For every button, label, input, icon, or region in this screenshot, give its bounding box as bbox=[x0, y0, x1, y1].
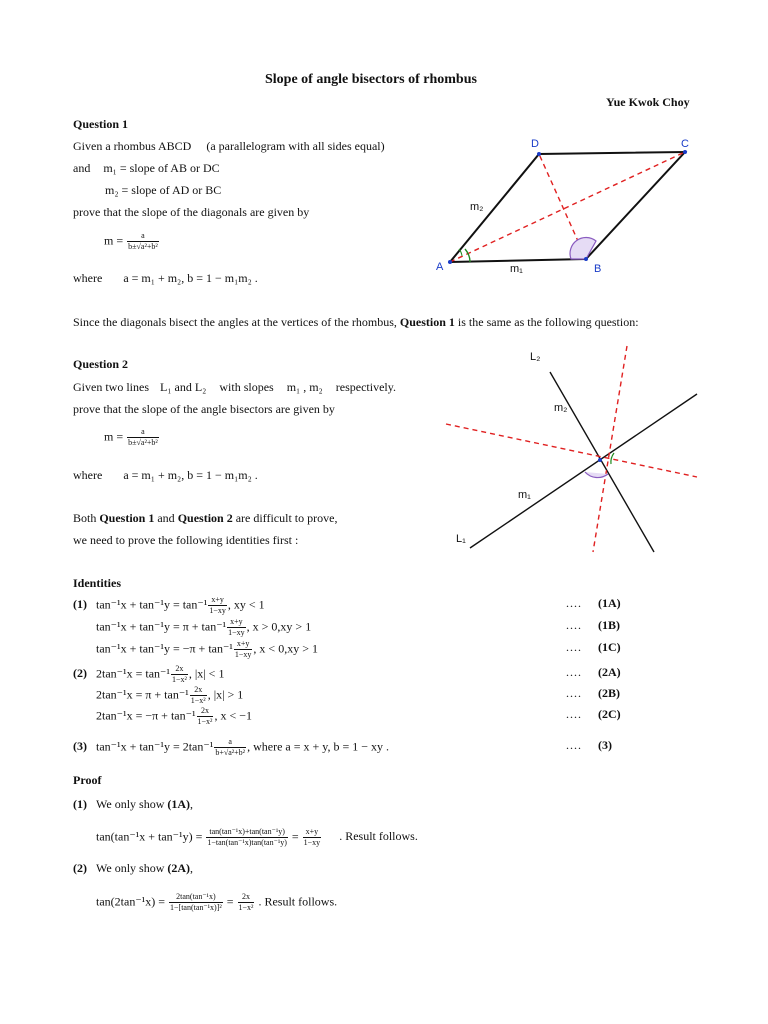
identity-row bbox=[73, 707, 633, 726]
both-post: are difficult to prove, bbox=[235, 511, 338, 525]
label-m2: m₂ bbox=[470, 201, 484, 213]
identity-condition: , where a = x + y, b = 1 − xy . bbox=[247, 739, 390, 754]
identity-lhs: tan⁻¹x + tan⁻¹y = −π + tan⁻¹ bbox=[96, 641, 233, 656]
identity-fraction-num: 2x bbox=[190, 686, 207, 696]
identity-dots: .... bbox=[566, 640, 582, 654]
vertex-c bbox=[683, 150, 687, 154]
angle-b-marker bbox=[570, 238, 596, 259]
both-mid: and bbox=[157, 511, 175, 525]
proof-1-num: (1) bbox=[73, 797, 87, 811]
identity-fraction bbox=[227, 618, 246, 637]
q1-formula-den: b±√a²+b² bbox=[128, 242, 158, 251]
vertex-a bbox=[448, 260, 452, 264]
identity-fraction-den: 1−x² bbox=[190, 696, 206, 705]
identity-condition: , |x| < 1 bbox=[188, 666, 225, 681]
label-m2: m₂ bbox=[554, 402, 568, 414]
identity-fraction-num: 2x bbox=[197, 707, 214, 717]
q1-where bbox=[73, 271, 258, 286]
proof-2-equation bbox=[96, 893, 337, 912]
proof-2-bold: (2A) bbox=[167, 861, 191, 875]
label-b: B bbox=[594, 263, 602, 275]
identity-condition: , |x| > 1 bbox=[207, 687, 244, 702]
proof-1-lhs: tan(tan⁻¹x + tan⁻¹y) = bbox=[96, 829, 203, 844]
both-line-2: we need to prove the following identities first : bbox=[73, 533, 299, 547]
proof-2-f1-num: 2tan(tan⁻¹x) bbox=[169, 893, 223, 903]
identities-heading: Identities bbox=[73, 576, 121, 590]
identity-condition: , x < 0,xy > 1 bbox=[253, 641, 318, 656]
vertex-b bbox=[584, 257, 588, 261]
both-pre: Both bbox=[73, 511, 97, 525]
identity-row bbox=[73, 665, 633, 684]
identity-number: (1) bbox=[73, 597, 87, 612]
identity-dots: .... bbox=[566, 686, 582, 700]
proof-1-bold: (1A) bbox=[167, 797, 191, 811]
proof-1-intro: (1) We only show (1A), bbox=[73, 797, 194, 811]
identity-fraction bbox=[197, 707, 214, 726]
proof-2-f2-den: 1−x² bbox=[238, 903, 254, 912]
identity-fraction-den: 1−x² bbox=[171, 675, 187, 684]
proof-2-f1-den: 1−[tan(tan⁻¹x)]² bbox=[170, 903, 222, 912]
q2-formula bbox=[104, 428, 160, 447]
proof-1-f2-den: 1−xy bbox=[303, 838, 321, 847]
identity-fraction-num: a bbox=[214, 738, 246, 748]
identity-fraction-den: b+√a²+b² bbox=[215, 748, 246, 757]
page-title: Slope of angle bisectors of rhombus bbox=[265, 72, 477, 87]
proof-2-text: We only show bbox=[96, 861, 165, 875]
proof-1-f1-den: 1−tan(tan⁻¹x)tan(tan⁻¹y) bbox=[207, 838, 287, 847]
identity-lhs: 2tan⁻¹x = −π + tan⁻¹ bbox=[96, 708, 196, 723]
q1-line4: prove that the slope of the diagonals are given by bbox=[73, 205, 310, 219]
proof-1-fraction-2 bbox=[303, 828, 322, 847]
proof-2-result: . Result follows. bbox=[258, 894, 338, 909]
proof-1-f2-num: x+y bbox=[303, 828, 322, 838]
bridge-post: is the same as the following question: bbox=[457, 315, 639, 329]
both-b1: Question 1 bbox=[99, 511, 155, 525]
identity-dots: .... bbox=[566, 738, 582, 752]
identity-lhs: tan⁻¹x + tan⁻¹y = 2tan⁻¹ bbox=[96, 739, 214, 754]
identity-lhs: 2tan⁻¹x = π + tan⁻¹ bbox=[96, 687, 189, 702]
proof-1-text: We only show bbox=[96, 797, 165, 811]
q2-formula-num: a bbox=[127, 428, 159, 438]
author: Yue Kwok Choy bbox=[606, 95, 690, 109]
q2-line1 bbox=[73, 380, 396, 395]
identity-fraction-den: 1−xy bbox=[209, 606, 226, 615]
identity-lhs: tan⁻¹x + tan⁻¹y = tan⁻¹ bbox=[96, 597, 208, 612]
q1-formula-num: a bbox=[127, 232, 159, 242]
question-2-heading: Question 2 bbox=[73, 357, 129, 371]
angle-purple-marker bbox=[585, 472, 608, 478]
identity-tag: (2A) bbox=[598, 665, 621, 679]
q2-formula-fraction bbox=[127, 428, 159, 447]
identity-fraction-den: 1−xy bbox=[234, 650, 252, 659]
q2-line2: prove that the slope of the angle bisectors are given by bbox=[73, 402, 335, 416]
label-a: A bbox=[436, 261, 444, 273]
identity-fraction bbox=[234, 640, 253, 659]
identity-lhs: tan⁻¹x + tan⁻¹y = π + tan⁻¹ bbox=[96, 619, 227, 634]
identity-lhs: 2tan⁻¹x = tan⁻¹ bbox=[96, 666, 170, 681]
label-l1: L₁ bbox=[456, 533, 466, 545]
label-m1: m₁ bbox=[518, 489, 531, 501]
identity-fraction-den: 1−xy bbox=[228, 628, 245, 637]
bisector-figure bbox=[430, 340, 710, 560]
proof-2-eq: = bbox=[226, 894, 234, 909]
identity-row bbox=[73, 738, 633, 757]
identity-fraction-num: x+y bbox=[227, 618, 246, 628]
proof-2-fraction-2 bbox=[238, 893, 255, 912]
q1-formula bbox=[104, 232, 160, 251]
q2-formula-den: b±√a²+b² bbox=[128, 438, 158, 447]
proof-1-equation bbox=[96, 828, 418, 847]
identity-fraction-den: 1−x² bbox=[197, 717, 213, 726]
label-l2: L₂ bbox=[530, 351, 541, 363]
identity-tag: (2B) bbox=[598, 686, 620, 700]
label-d: D bbox=[531, 138, 539, 150]
bisector-1 bbox=[593, 346, 627, 552]
identity-tag: (2C) bbox=[598, 707, 621, 721]
q1-formula-fraction bbox=[127, 232, 159, 251]
proof-2-fraction-1 bbox=[169, 893, 223, 912]
q2-line1-b: L₁ and L₂ bbox=[160, 380, 207, 394]
proof-2-f2-num: 2x bbox=[238, 893, 255, 903]
identity-condition: , x < −1 bbox=[214, 708, 253, 723]
proof-2-intro: (2) We only show (2A), bbox=[73, 861, 194, 875]
identity-number: (3) bbox=[73, 739, 87, 754]
identity-fraction-num: 2x bbox=[171, 665, 188, 675]
q2-line1-c: with slopes bbox=[219, 380, 274, 394]
q1-line3: m₂ = slope of AD or BC bbox=[105, 183, 222, 197]
proof-1-eq: = bbox=[291, 829, 299, 844]
identity-tag: (1B) bbox=[598, 618, 620, 632]
identity-dots: .... bbox=[566, 707, 582, 721]
q1-line1 bbox=[73, 139, 385, 154]
both-b2: Question 2 bbox=[177, 511, 233, 525]
identity-number: (2) bbox=[73, 666, 87, 681]
angle-green-marker bbox=[611, 453, 614, 464]
q1-formula-lhs: m = bbox=[104, 233, 124, 248]
bridge-bold: Question 1 bbox=[399, 315, 455, 329]
proof-heading: Proof bbox=[73, 773, 102, 787]
line-l2 bbox=[550, 372, 654, 552]
question-1-heading: Question 1 bbox=[73, 117, 129, 131]
q2-formula-lhs: m = bbox=[104, 429, 124, 444]
proof-2-num: (2) bbox=[73, 861, 87, 875]
q2-line1-a: Given two lines bbox=[73, 380, 149, 394]
identity-tag: (3) bbox=[598, 738, 612, 752]
identity-row bbox=[73, 618, 633, 637]
q2-where-label: where bbox=[73, 468, 103, 482]
bisector-2 bbox=[446, 424, 697, 477]
q1-line2-a: and bbox=[73, 161, 91, 175]
identity-fraction-num: x+y bbox=[234, 640, 253, 650]
both-line-1 bbox=[73, 511, 337, 526]
vertex-d bbox=[537, 152, 541, 156]
proof-1-fraction-1 bbox=[206, 828, 288, 847]
identity-dots: .... bbox=[566, 618, 582, 632]
identity-dots: .... bbox=[566, 665, 582, 679]
bridge-sentence bbox=[73, 315, 639, 330]
bridge-pre: Since the diagonals bisect the angles at the vertices of the rhombus, bbox=[73, 315, 397, 329]
rhombus-figure bbox=[430, 128, 710, 278]
identity-condition: , xy < 1 bbox=[227, 597, 265, 612]
label-m1: m₁ bbox=[510, 263, 523, 275]
identity-fraction bbox=[214, 738, 246, 757]
q2-line1-e: respectively. bbox=[335, 380, 396, 394]
diagonal-ac bbox=[450, 152, 685, 262]
proof-1-f1-num: tan(tan⁻¹x)+tan(tan⁻¹y) bbox=[206, 828, 288, 838]
line-l1 bbox=[470, 394, 697, 548]
identity-fraction-num: x+y bbox=[208, 596, 227, 606]
q1-where-eq: a = m₁ + m₂, b = 1 − m₁m₂ . bbox=[123, 271, 258, 285]
proof-1-result: . Result follows. bbox=[339, 829, 418, 844]
intersection-point bbox=[598, 458, 602, 462]
proof-2-lhs: tan(2tan⁻¹x) = bbox=[96, 894, 166, 909]
q2-where bbox=[73, 468, 258, 483]
identity-tag: (1A) bbox=[598, 596, 621, 610]
identity-row bbox=[73, 640, 633, 659]
q2-line1-d: m₁ , m₂ bbox=[286, 380, 323, 394]
q1-where-label: where bbox=[73, 271, 103, 285]
identity-dots: .... bbox=[566, 596, 582, 610]
identity-tag: (1C) bbox=[598, 640, 621, 654]
identity-condition: , x > 0,xy > 1 bbox=[246, 619, 312, 634]
q2-where-eq: a = m₁ + m₂, b = 1 − m₁m₂ . bbox=[123, 468, 258, 482]
q1-line2-b: m₁ = slope of AB or DC bbox=[103, 161, 220, 175]
identity-row bbox=[73, 686, 633, 705]
identity-fraction bbox=[208, 596, 227, 615]
identity-fraction bbox=[171, 665, 188, 684]
angle-a-marker bbox=[465, 249, 470, 262]
q1-line2 bbox=[73, 161, 220, 176]
label-c: C bbox=[681, 138, 689, 150]
identity-row bbox=[73, 596, 633, 615]
q1-line1-b: (a parallelogram with all sides equal) bbox=[206, 139, 385, 153]
q1-line1-a: Given a rhombus ABCD bbox=[73, 139, 192, 153]
identity-fraction bbox=[190, 686, 207, 705]
